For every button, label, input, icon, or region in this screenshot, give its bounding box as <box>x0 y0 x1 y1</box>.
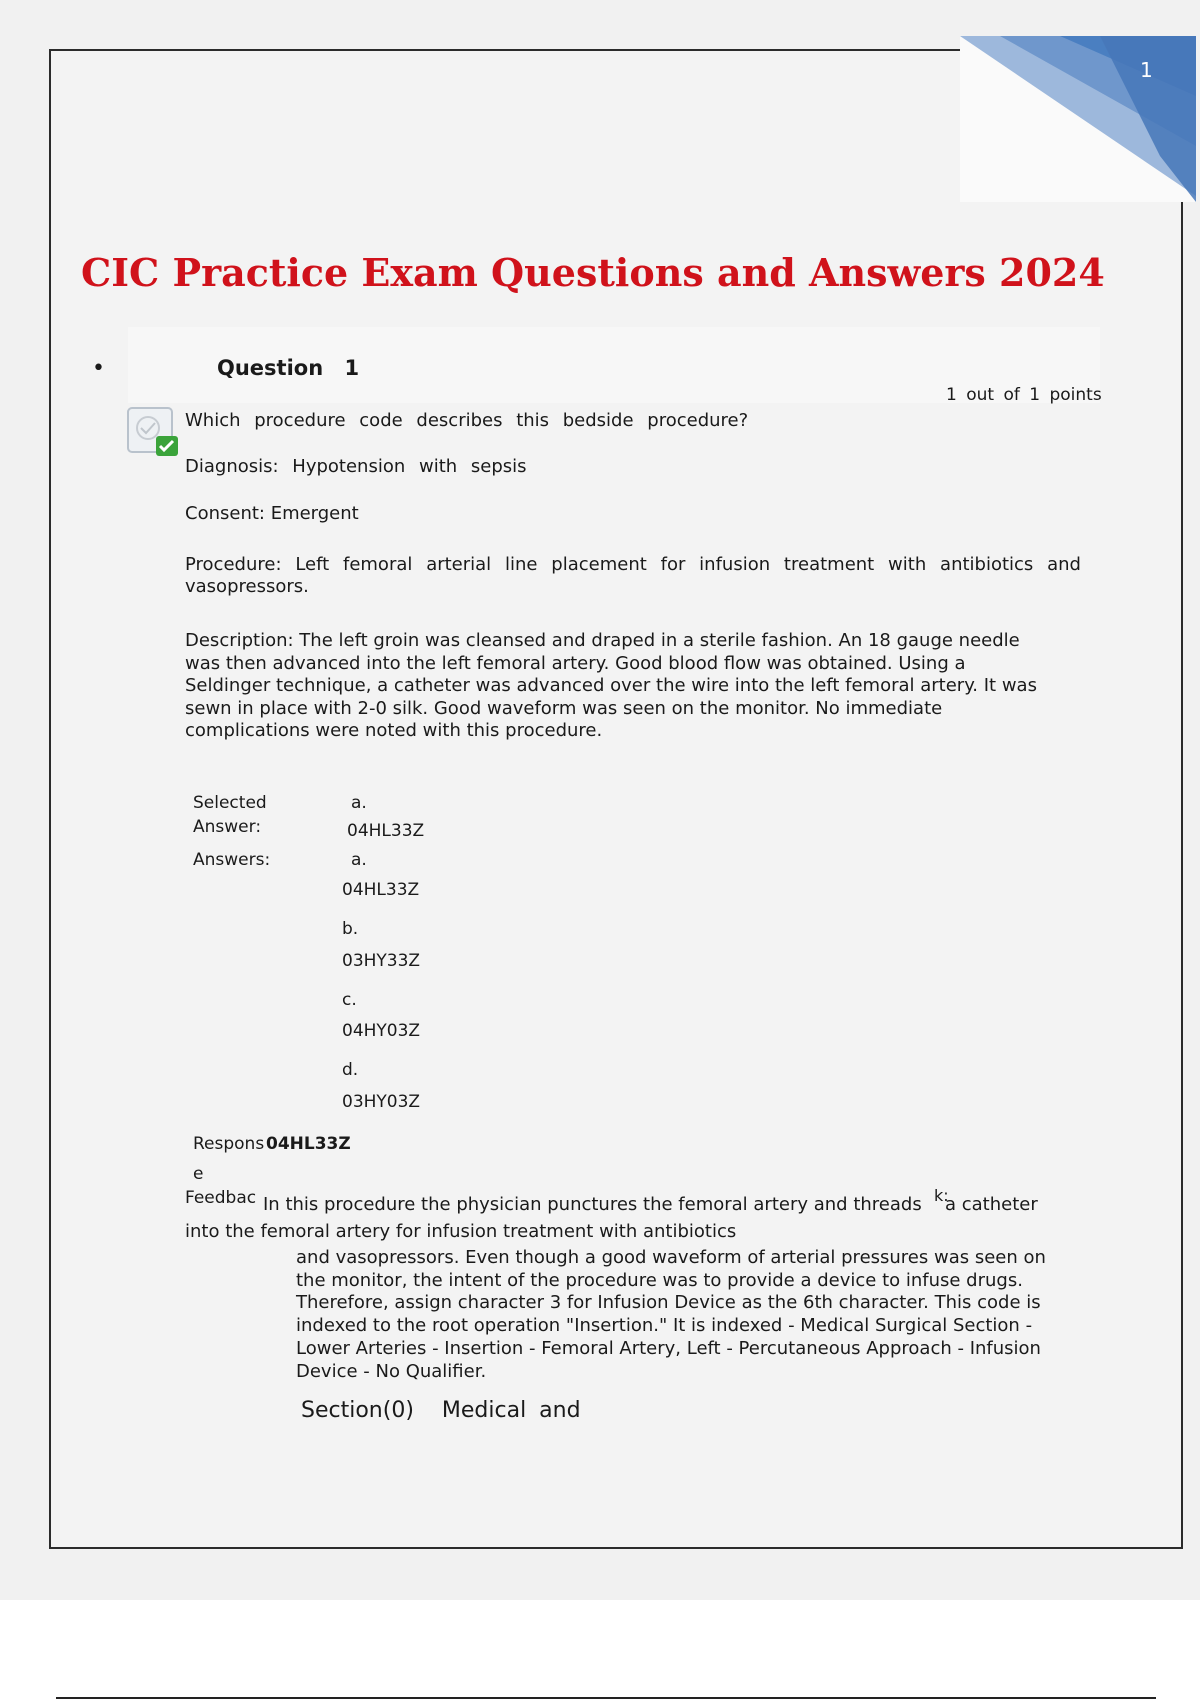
selected-label-line1: Selected <box>193 793 267 813</box>
option-letter: a. <box>351 850 367 870</box>
selected-answer-label <box>193 791 267 839</box>
next-page-rule <box>56 1697 1156 1699</box>
feedback-line-1: In this procedure the physician punctures the femoral artery and threads <box>263 1194 922 1215</box>
option-letter: b. <box>342 919 359 939</box>
option-value: 04HL33Z <box>342 880 420 900</box>
list-bullet: • <box>92 356 105 381</box>
response-value: 04HL33Z <box>266 1134 351 1154</box>
response-label: Respons <box>193 1134 265 1154</box>
feedback-line-2: into the femoral artery for infusion treatment with antibiotics <box>185 1221 737 1242</box>
question-label: Question 1 <box>217 356 360 380</box>
question-text: Which procedure code describes this bedside procedure? <box>185 410 749 431</box>
option-value: 04HY03Z <box>342 1021 421 1041</box>
answers-label: Answers: <box>193 850 271 870</box>
section-name: Medical and <box>441 1398 581 1423</box>
page-corner-decoration <box>960 36 1196 202</box>
feedback-label-tail: k: <box>934 1186 949 1205</box>
selected-answer-letter: a. <box>351 793 367 813</box>
description-text: Description: The left groin was cleansed and draped in a sterile fashion. An 18 gauge needle was then advanced into the left femoral artery. Good blood flow was obtained. Using a Seldinger technique, a catheter was advanced over the wire into the left femoral artery. It was sewn in place with 2-0 silk. Good waveform was seen on the monitor. No immediate complications were noted with this procedure. <box>185 630 1037 741</box>
option-value: 03HY03Z <box>342 1092 421 1112</box>
feedback-line-1-end: a catheter <box>945 1194 1038 1215</box>
check-graded-icon <box>126 404 182 460</box>
points-score: 1 out of 1 points <box>946 385 1102 405</box>
option-letter: d. <box>342 1060 359 1080</box>
selected-label-line2: Answer: <box>193 817 262 837</box>
next-page-strip <box>0 1600 1200 1700</box>
procedure-text: Procedure: Left femoral arterial line placement for infusion treatment with antibiotics and vasopressors. <box>185 554 1081 597</box>
consent-text: Consent: Emergent <box>185 503 359 524</box>
response-label-tail: e <box>193 1164 204 1184</box>
document-title: CIC Practice Exam Questions and Answers 2024 <box>81 250 1105 295</box>
option-letter: c. <box>342 990 357 1010</box>
option-value: 03HY33Z <box>342 951 421 971</box>
section-heading <box>301 1398 581 1423</box>
feedback-body: and vasopressors. Even though a good waveform of arterial pressures was seen on the monitor, the intent of the procedure was to provide a device to infuse drugs. Therefore, assign character 3 for Infusion Device as the 6th character. This code is indexed to the root operation "Insertion." It is indexed - Medical Surgical Section - Lower Arteries - Insertion - Femoral Artery, Left - Percutaneous Approach - Infusion Device - No Qualifier. <box>296 1247 1046 1382</box>
selected-answer-value: 04HL33Z <box>347 821 425 841</box>
feedback-label: Feedbac <box>185 1188 257 1208</box>
section-code: Section(0) <box>301 1398 414 1423</box>
page-number: 1 <box>1140 58 1153 82</box>
diagnosis-text: Diagnosis: Hypotension with sepsis <box>185 456 527 477</box>
